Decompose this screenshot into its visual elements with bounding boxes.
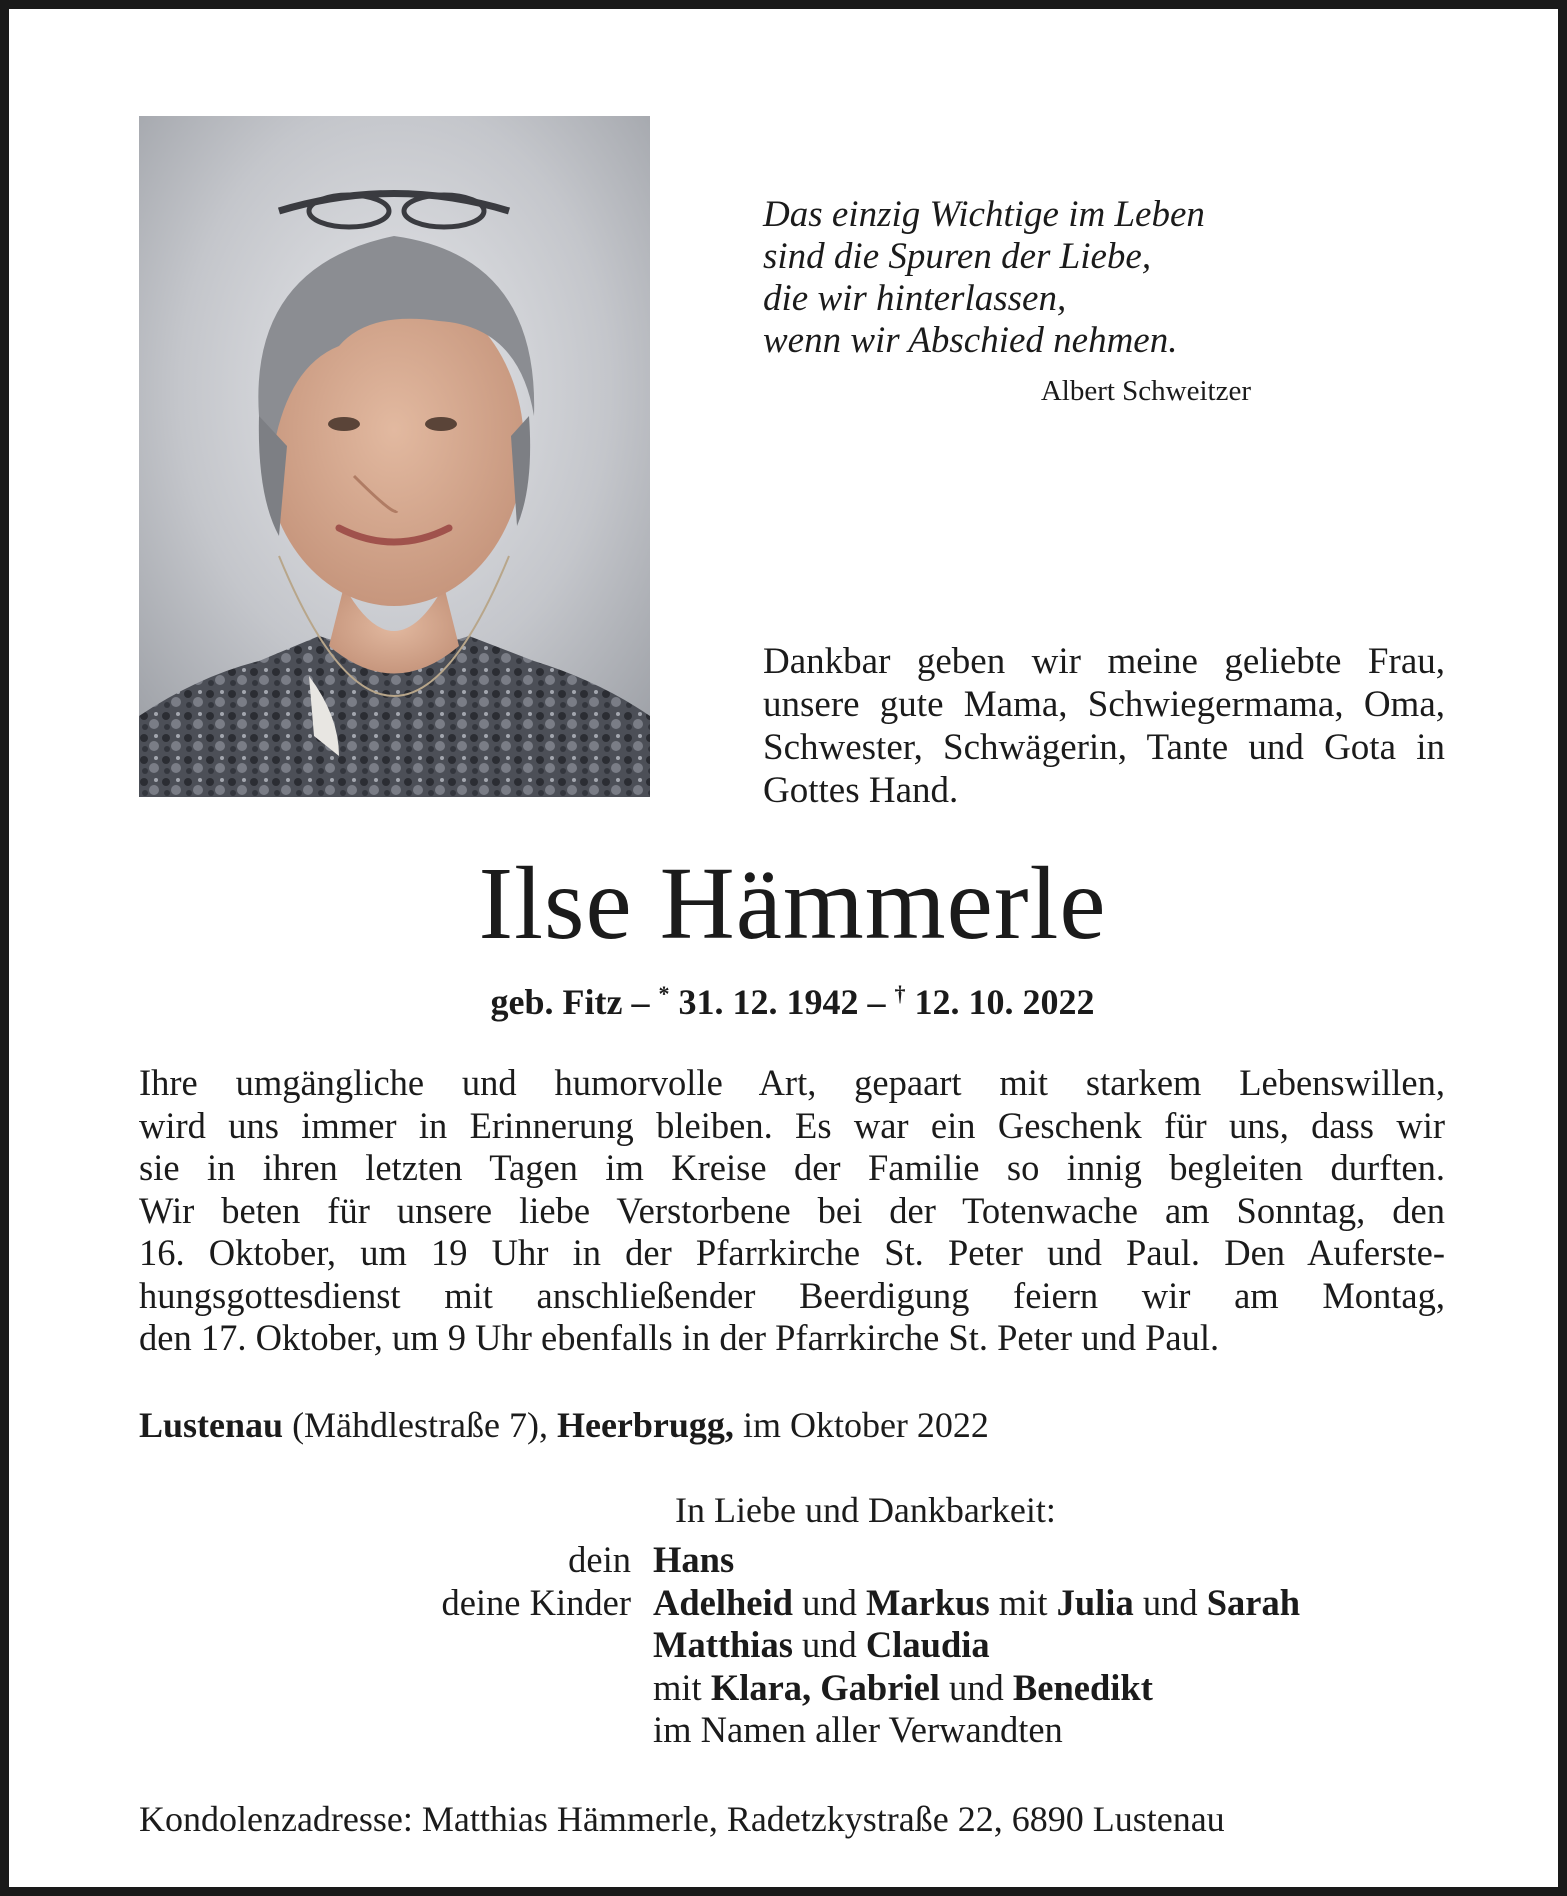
family-name: Adelheid [653, 1581, 793, 1623]
quote-line: wenn wir Abschied nehmen. [763, 320, 1178, 361]
signoff: In Liebe und Dankbarkeit: [675, 1490, 1056, 1530]
place-town-2: Heerbrugg, [556, 1405, 734, 1445]
death-date: 12. 10. 2022 [914, 982, 1095, 1022]
family-row [139, 1582, 1445, 1625]
intro-text: Dankbar geben wir meine geliebte Frau, unsere gute Mama, Schwiegermama, Oma, Schwester, Schwägerin, Tante und Gota in Gottes Hand. [763, 641, 1445, 811]
family-connector: mit [998, 1581, 1048, 1623]
place-town-1: Lustenau [139, 1405, 284, 1445]
family-relatives: im Namen aller Verwandten [653, 1709, 1063, 1750]
family-connector: und [1142, 1581, 1198, 1623]
family-row [139, 1624, 1445, 1667]
condolence-address: Kondolenzadresse: Matthias Hämmerle, Radetzkystraße 22, 6890 Lustenau [139, 1799, 1225, 1839]
body-line: wird uns immer in Erinnerung bleiben. Es war ein Geschenk für uns, dass wir [139, 1104, 1445, 1146]
family-connector: mit [653, 1666, 702, 1708]
place-date-line [139, 1404, 1445, 1446]
quote-line: die wir hinterlassen, [763, 278, 1067, 319]
body-line: hungsgottesdienst mit anschließender Beerdigung feiern wir am Montag, [139, 1274, 1445, 1316]
family-name: Hans [653, 1539, 735, 1580]
family-name: Klara, Gabriel [710, 1666, 940, 1708]
birth-symbol: * [658, 981, 670, 1006]
family-name: Julia [1056, 1581, 1134, 1623]
family-name: Benedikt [1012, 1666, 1153, 1708]
dash: – [867, 982, 886, 1022]
family-row [139, 1709, 1445, 1752]
family-row [139, 1667, 1445, 1710]
family-list [139, 1539, 1445, 1752]
body-text [139, 1062, 1445, 1360]
family-connector: und [949, 1666, 1004, 1708]
portrait-photo [139, 116, 650, 797]
family-connector: und [802, 1624, 857, 1665]
deceased-name: Ilse Hämmerle [478, 846, 1107, 961]
family-relation: deine Kinder [441, 1581, 631, 1623]
body-line: den 17. Oktober, um 9 Uhr ebenfalls in der Pfarrkirche St. Peter und Paul. [139, 1317, 1220, 1358]
life-dates [9, 981, 1567, 1023]
body-line: 16. Oktober, um 19 Uhr in der Pfarrkirche St. Peter und Paul. Den Auferste- [139, 1232, 1445, 1273]
family-connector: und [802, 1581, 857, 1623]
place-date: im Oktober 2022 [742, 1405, 989, 1445]
dash: – [631, 982, 650, 1022]
body-line: sie in ihren letzten Tagen im Kreise der Familie so innig begleiten durften. [139, 1147, 1445, 1188]
portrait-image [139, 116, 650, 797]
birth-date: 31. 12. 1942 [678, 982, 859, 1022]
birth-name: geb. Fitz [490, 982, 623, 1022]
quote-block [763, 194, 1263, 362]
quote-author: Albert Schweitzer [1040, 375, 1251, 407]
family-row [139, 1539, 1445, 1582]
quote-line: sind die Spuren der Liebe, [763, 236, 1152, 277]
family-name: Sarah [1206, 1581, 1301, 1623]
place-address: (Mähdlestraße 7), [292, 1405, 548, 1445]
family-name: Matthias [653, 1624, 793, 1665]
family-name: Claudia [865, 1624, 990, 1665]
family-name: Markus [865, 1581, 990, 1623]
quote-line: Das einzig Wichtige im Leben [763, 194, 1205, 235]
body-line: Wir beten für unsere liebe Verstorbene bei der Totenwache am Sonntag, den [139, 1189, 1445, 1231]
body-line: Ihre umgängliche und humorvolle Art, gepaart mit starkem Lebenswillen, [139, 1062, 1445, 1103]
family-relation: dein [568, 1539, 631, 1580]
death-symbol: † [894, 981, 906, 1006]
